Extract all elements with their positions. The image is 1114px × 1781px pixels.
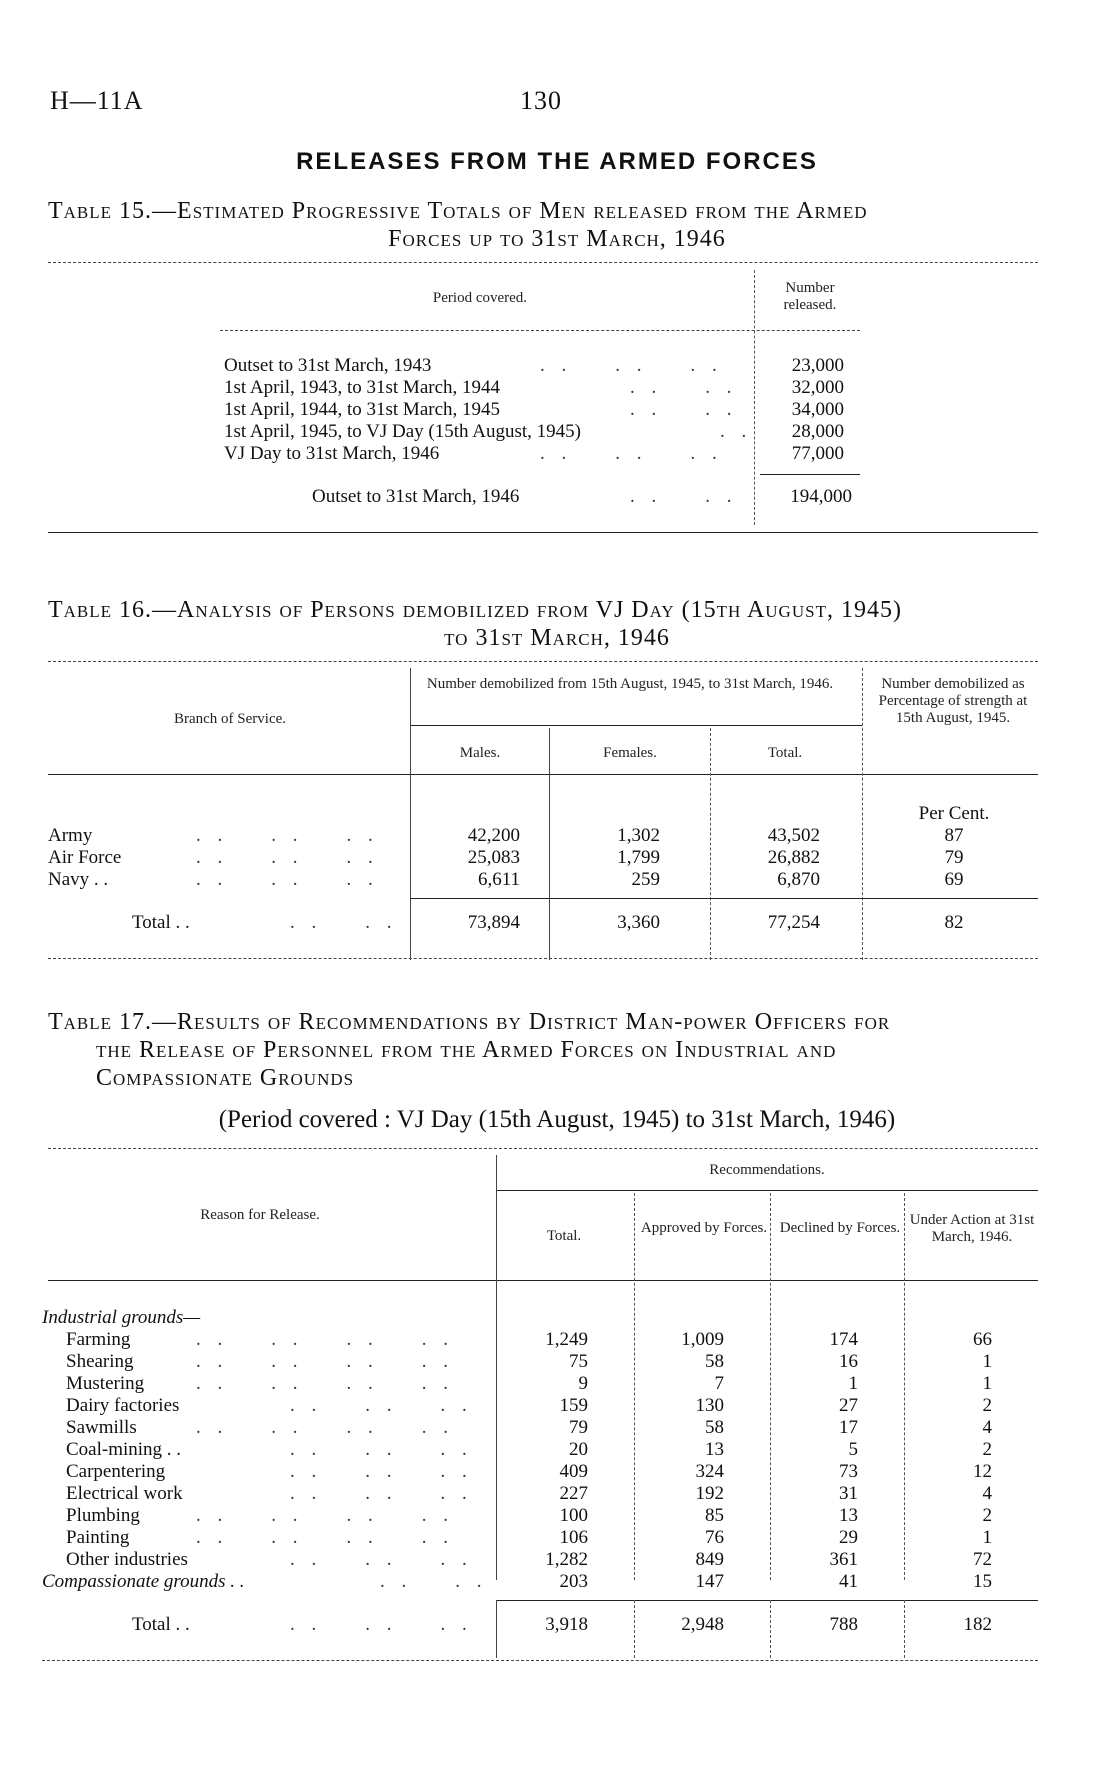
table-15-caption-line1: Table 15.—Estimated Progressive Totals of Men released from the Armed [48, 198, 868, 224]
table-17-row-reason: Plumbing [66, 1505, 140, 1526]
table-17-row-approved: 1,009 [681, 1329, 724, 1350]
table-16-total-branch: Total . . [132, 912, 190, 933]
col-males-header: Males. [459, 745, 501, 761]
table-16-row-total: 26,882 [767, 847, 820, 868]
table-15-row-period: 1st April, 1945, to VJ Day (15th August, 1945) [224, 421, 581, 442]
table-17-row-reason: Sawmills [66, 1417, 137, 1438]
col-total-header: Total. [767, 745, 803, 761]
rule [410, 725, 862, 726]
rule [48, 958, 1038, 959]
table-16-row-percentage: 87 [944, 825, 964, 846]
table-17-row-approved: 324 [695, 1461, 724, 1482]
table-17-total-reason: Total . . [132, 1614, 190, 1635]
table-15-row-period: 1st April, 1944, to 31st March, 1945 [224, 399, 501, 420]
table-17-row-under-action: 2 [982, 1505, 992, 1526]
table-17-row-under-action: 4 [982, 1483, 992, 1504]
column-divider [754, 270, 755, 525]
table-17-row-total: 100 [559, 1505, 588, 1526]
rule [42, 1660, 1038, 1661]
table-15-total-period: Outset to 31st March, 1946 [312, 486, 520, 507]
table-17-row-declined: 31 [839, 1483, 858, 1504]
table-17-row-approved: 130 [695, 1395, 724, 1416]
col-recommendations-header: Recommendations. [709, 1162, 825, 1178]
table-16-row-females: 1,799 [617, 847, 660, 868]
column-divider [862, 668, 863, 960]
column-divider [634, 1600, 635, 1658]
col-under-action-header: Under Action at 31st March, 1946. [909, 1212, 1035, 1245]
rule [220, 330, 860, 331]
table-17-row-declined: 29 [839, 1527, 858, 1548]
table-17-row-under-action: 1 [982, 1527, 992, 1548]
table-16-caption-line1: Table 16.—Analysis of Persons demobilized from VJ Day (15th August, 1945) [48, 597, 902, 623]
table-16-total-total: 77,254 [767, 912, 820, 933]
column-divider [496, 1600, 497, 1658]
table-17-row-under-action: 2 [982, 1395, 992, 1416]
table-17-row-total: 75 [569, 1351, 588, 1372]
table-16-row-males: 6,611 [477, 869, 520, 890]
table-17-row-approved: 58 [705, 1351, 724, 1372]
table-15-row-number: 28,000 [791, 421, 844, 442]
table-17-row-reason: Shearing [66, 1351, 134, 1372]
table-15-row-number: 23,000 [791, 355, 844, 376]
table-17-row-reason: Coal-mining . . [66, 1439, 182, 1460]
table-17-total-declined: 788 [829, 1614, 858, 1635]
table-16-caption-line2: to 31st March, 1946 [444, 625, 670, 651]
period-note: (Period covered : VJ Day (15th August, 1945) to 31st March, 1946) [218, 1106, 896, 1133]
column-divider [496, 1155, 497, 1580]
table-17-compassionate-approved: 147 [695, 1571, 724, 1592]
table-17-row-total: 1,282 [545, 1549, 588, 1570]
col-total-header: Total. [546, 1228, 582, 1244]
table-17-compassionate-declined: 41 [839, 1571, 858, 1592]
table-17-row-approved: 7 [714, 1373, 724, 1394]
table-17-row-under-action: 1 [982, 1351, 992, 1372]
column-divider [549, 728, 550, 960]
table-17-row-total: 227 [559, 1483, 588, 1504]
page-number: 130 [520, 86, 562, 115]
table-17-row-under-action: 72 [973, 1549, 992, 1570]
table-16-row-total: 43,502 [767, 825, 820, 846]
table-17-row-declined: 1 [848, 1373, 858, 1394]
table-17-row-approved: 13 [705, 1439, 724, 1460]
table-17-row-reason: Other industries [66, 1549, 188, 1570]
col-declined-header: Declined by Forces. [779, 1220, 901, 1236]
table-17-row-declined: 174 [829, 1329, 858, 1350]
col-number-header: Number released. [783, 280, 837, 313]
table-15-row-period: 1st April, 1943, to 31st March, 1944 [224, 377, 501, 398]
table-17-caption-line2: the Release of Personnel from the Armed Forces on Industrial and [96, 1037, 837, 1063]
col-branch-header: Branch of Service. [173, 711, 287, 727]
col-females-header: Females. [603, 745, 657, 761]
table-17-row-under-action: 1 [982, 1373, 992, 1394]
table-17-row-under-action: 4 [982, 1417, 992, 1438]
table-17-row-total: 1,249 [545, 1329, 588, 1350]
table-17-row-total: 159 [559, 1395, 588, 1416]
table-17-row-reason: Dairy factories [66, 1395, 180, 1416]
table-17-caption-line1: Table 17.—Results of Recommendations by District Man-power Officers for [48, 1009, 891, 1035]
column-divider [904, 1193, 905, 1580]
section-industrial-label: Industrial grounds— [42, 1307, 201, 1328]
col-demobilized-group-header: Number demobilized from 15th August, 1945, to 31st March, 1946. [426, 676, 834, 692]
column-divider [770, 1193, 771, 1580]
table-17-row-reason: Carpentering [66, 1461, 166, 1482]
table-16-row-males: 42,200 [467, 825, 520, 846]
table-17-row-reason: Farming [66, 1329, 131, 1350]
table-17-row-under-action: 12 [973, 1461, 992, 1482]
rule [48, 661, 1038, 662]
table-16-row-total: 6,870 [777, 869, 820, 890]
col-period-header: Period covered. [432, 290, 528, 306]
table-15-row-period: VJ Day to 31st March, 1946 [224, 443, 440, 464]
table-15-row-number: 32,000 [791, 377, 844, 398]
col-reason-header: Reason for Release. [200, 1207, 320, 1223]
rule [48, 774, 1038, 775]
table-15-row-number: 77,000 [791, 443, 844, 464]
table-17-total-under-action: 182 [963, 1614, 992, 1635]
table-17-row-total: 79 [569, 1417, 588, 1438]
table-17-row-declined: 73 [839, 1461, 858, 1482]
col-approved-header: Approved by Forces. [640, 1220, 768, 1236]
page-series: H—11A [50, 86, 144, 115]
table-17-row-declined: 361 [829, 1549, 858, 1570]
column-divider [710, 728, 711, 960]
table-15-total-number: 194,000 [790, 486, 852, 507]
table-17-row-declined: 5 [848, 1439, 858, 1460]
table-16-row-percentage: 79 [944, 847, 964, 868]
table-17-row-declined: 16 [839, 1351, 858, 1372]
table-16-row-females: 259 [631, 869, 660, 890]
table-17-row-approved: 58 [705, 1417, 724, 1438]
table-16-row-branch: Army [48, 825, 93, 846]
table-17-row-approved: 85 [705, 1505, 724, 1526]
rule [496, 1600, 1038, 1601]
table-15-row-period: Outset to 31st March, 1943 [224, 355, 432, 376]
rule [48, 1280, 1038, 1281]
table-17-row-reason: Electrical work [66, 1483, 183, 1504]
table-17-row-approved: 76 [705, 1527, 724, 1548]
table-17-compassionate-reason: Compassionate grounds . . [42, 1571, 245, 1592]
rule [48, 532, 1038, 533]
table-17-row-total: 106 [559, 1527, 588, 1548]
rule [410, 898, 1038, 899]
table-16-total-percentage: 82 [944, 912, 964, 933]
table-16-row-branch: Navy . . [48, 869, 109, 890]
page-title: RELEASES FROM THE ARMED FORCES [296, 148, 818, 175]
rule [496, 1190, 1038, 1191]
table-17-row-approved: 849 [695, 1549, 724, 1570]
table-17-row-reason: Painting [66, 1527, 130, 1548]
rule [48, 1148, 1038, 1149]
percent-unit-label: Per Cent. [918, 803, 990, 824]
column-divider [904, 1600, 905, 1658]
table-16-row-females: 1,302 [617, 825, 660, 846]
table-16-row-branch: Air Force [48, 847, 122, 868]
table-17-row-reason: Mustering [66, 1373, 145, 1394]
table-17-row-approved: 192 [695, 1483, 724, 1504]
column-divider [410, 668, 411, 960]
table-17-total-total: 3,918 [545, 1614, 588, 1635]
table-17-row-total: 9 [578, 1373, 588, 1394]
table-17-caption-line3: Compassionate Grounds [96, 1065, 355, 1091]
table-17-compassionate-total: 203 [559, 1571, 588, 1592]
table-17-row-declined: 13 [839, 1505, 858, 1526]
table-15-row-number: 34,000 [791, 399, 844, 420]
rule [48, 262, 1038, 263]
table-17-row-declined: 27 [839, 1395, 858, 1416]
table-16-total-males: 73,894 [467, 912, 520, 933]
table-17-row-under-action: 2 [982, 1439, 992, 1460]
table-16-total-females: 3,360 [617, 912, 660, 933]
rule [760, 474, 860, 475]
table-17-row-declined: 17 [839, 1417, 858, 1438]
table-17-row-under-action: 66 [973, 1329, 992, 1350]
column-divider [770, 1600, 771, 1658]
table-16-row-percentage: 69 [944, 869, 964, 890]
table-17-compassionate-under-action: 15 [973, 1571, 992, 1592]
column-divider [634, 1193, 635, 1580]
table-17-row-total: 20 [569, 1439, 588, 1460]
col-percentage-header: Number demobilized as Percentage of strength at 15th August, 1945. [878, 676, 1028, 726]
table-17-total-approved: 2,948 [681, 1614, 724, 1635]
table-15-caption-line2: Forces up to 31st March, 1946 [388, 226, 726, 252]
table-17-row-total: 409 [559, 1461, 588, 1482]
table-16-row-males: 25,083 [467, 847, 520, 868]
